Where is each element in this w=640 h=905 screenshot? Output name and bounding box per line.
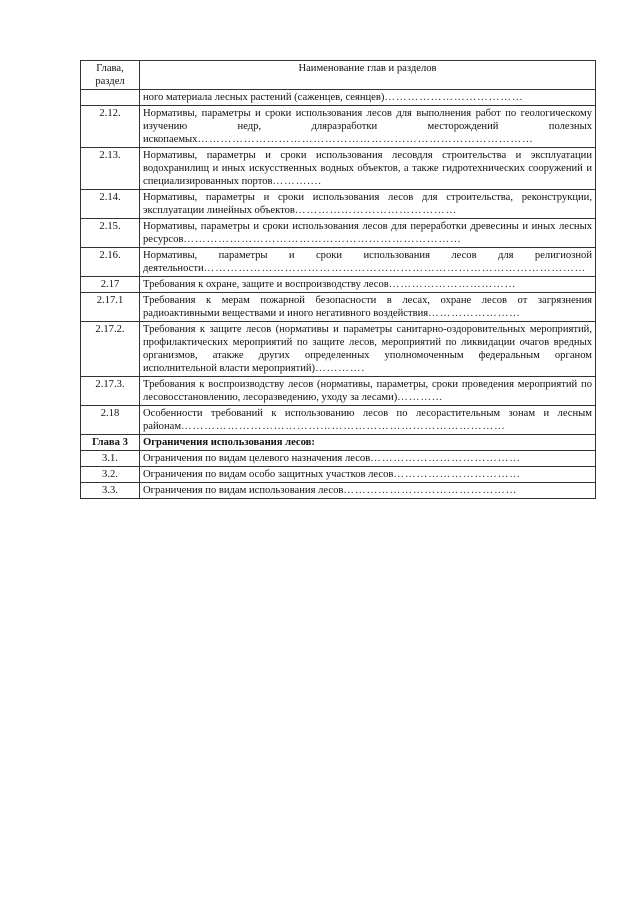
row-leader-dots: …………………………………… <box>294 205 458 216</box>
row-number: 2.17.2. <box>81 322 140 377</box>
table-row <box>81 148 596 190</box>
row-title-text: Требования к воспроизводству лесов (нормативы, параметры, сроки проведения мероприятий по лесовосстановлению, лесоразведению, уходу за лесами) <box>143 379 592 403</box>
contents-body <box>81 90 596 499</box>
row-title-text: Ограничения по видам использования лесов <box>143 485 344 496</box>
row-number: 2.18 <box>81 406 140 435</box>
row-leader-dots: ………... <box>397 392 444 403</box>
row-title-text: Ограничения по видам особо защитных участков лесов <box>143 469 394 480</box>
row-title <box>140 483 596 499</box>
row-leader-dots: …………………………… <box>393 469 521 480</box>
chapter-title <box>140 435 596 451</box>
row-number: 3.2. <box>81 467 140 483</box>
row-title-text: Ограничения по видам целевого назначения лесов <box>143 453 371 464</box>
row-leader-dots: ……………………………………………………………………………………… <box>203 263 587 274</box>
row-title-text: Требования к мерам пожарной безопасности в лесах, охране лесов от загрязнения радиоактивными веществами и иного негативного воздействия <box>143 295 592 319</box>
table-row <box>81 377 596 406</box>
row-title <box>140 377 596 406</box>
row-number: 3.3. <box>81 483 140 499</box>
row-title-text: Требования к защите лесов (нормативы и параметры санитарно-оздоровительных мероприятий, профилактических мероприятий по защите лесов, мероприятий по ликвидации очагов вредных организмов, атакже других определенных уполномоченным федеральным органом исполнительной власти мероприятий) <box>143 324 592 374</box>
row-title-text: Особенности требований к использованию лесов по лесорастительным зонам и лесным районам <box>143 408 592 432</box>
chapter-title-text: Ограничения использования лесов: <box>143 437 315 448</box>
table-row <box>81 106 596 148</box>
row-leader-dots: ……………………………………………………………… <box>183 234 462 245</box>
row-leader-dots: …………. <box>315 363 366 374</box>
contents-table <box>80 60 596 499</box>
row-title-text: Требования к охране, защите и воспроизводству лесов <box>143 279 389 290</box>
row-leader-dots: ………………………………… <box>370 453 521 464</box>
row-leader-dots: ………………………………………………………………………… <box>181 421 506 432</box>
row-title <box>140 106 596 148</box>
header-titles: Наименование глав и разделов <box>140 61 596 90</box>
row-number: 2.17 <box>81 277 140 293</box>
row-leader-dots: …………………………… <box>388 279 517 290</box>
table-row <box>81 248 596 277</box>
row-title <box>140 90 596 106</box>
table-row <box>81 451 596 467</box>
header-chapter-section: Глава, раздел <box>81 61 140 90</box>
row-title <box>140 293 596 322</box>
row-title-text: Нормативы, параметры и сроки использования лесов для религиозной деятельности <box>143 250 592 274</box>
row-number: 2.17.3. <box>81 377 140 406</box>
row-title <box>140 467 596 483</box>
table-row <box>81 90 596 106</box>
row-title-text: ного материала лесных растений (саженцев, сеянцев) <box>143 92 385 103</box>
row-number: 2.13. <box>81 148 140 190</box>
row-title <box>140 219 596 248</box>
table-row <box>81 277 596 293</box>
header-row <box>81 61 596 90</box>
row-title-text: Нормативы, параметры и сроки использования лесов для строительства, реконструкции, эксплуатации линейных объектов <box>143 192 592 216</box>
row-title <box>140 148 596 190</box>
row-title-text: Нормативы, параметры и сроки использования лесов для переработки древесины и иных лесных ресурсов <box>143 221 592 245</box>
table-row <box>81 467 596 483</box>
chapter-row <box>81 435 596 451</box>
row-leader-dots: ……………………………………… <box>343 485 518 496</box>
row-title <box>140 190 596 219</box>
row-number: 2.12. <box>81 106 140 148</box>
row-number: 2.15. <box>81 219 140 248</box>
row-title-text: Нормативы, параметры и сроки использования лесов для выполнения работ по геологическому изучению недр, дляразработки месторождений полезных ископаемых <box>143 108 592 145</box>
row-number: 3.1. <box>81 451 140 467</box>
row-number: 2.17.1 <box>81 293 140 322</box>
chapter-number: Глава 3 <box>81 435 140 451</box>
table-row <box>81 406 596 435</box>
row-leader-dots: …………………… <box>428 308 521 319</box>
row-title <box>140 451 596 467</box>
row-number: 2.16. <box>81 248 140 277</box>
row-title-text: Нормативы, параметры и сроки использования лесовдля строительства и эксплуатации водохранилищ и иных искусственных водных объектов, а также гидротехнических сооружений и специализированных портов <box>143 150 592 187</box>
row-number <box>81 90 140 106</box>
row-leader-dots: ……………………………… <box>384 92 524 103</box>
row-title <box>140 322 596 377</box>
table-row <box>81 190 596 219</box>
table-row <box>81 322 596 377</box>
row-leader-dots: ……….... <box>272 176 322 187</box>
table-row <box>81 293 596 322</box>
table-row <box>81 483 596 499</box>
row-leader-dots: …………………………………………………………………………… <box>197 134 534 145</box>
table-row <box>81 219 596 248</box>
row-title <box>140 406 596 435</box>
row-title <box>140 248 596 277</box>
row-number: 2.14. <box>81 190 140 219</box>
row-title <box>140 277 596 293</box>
